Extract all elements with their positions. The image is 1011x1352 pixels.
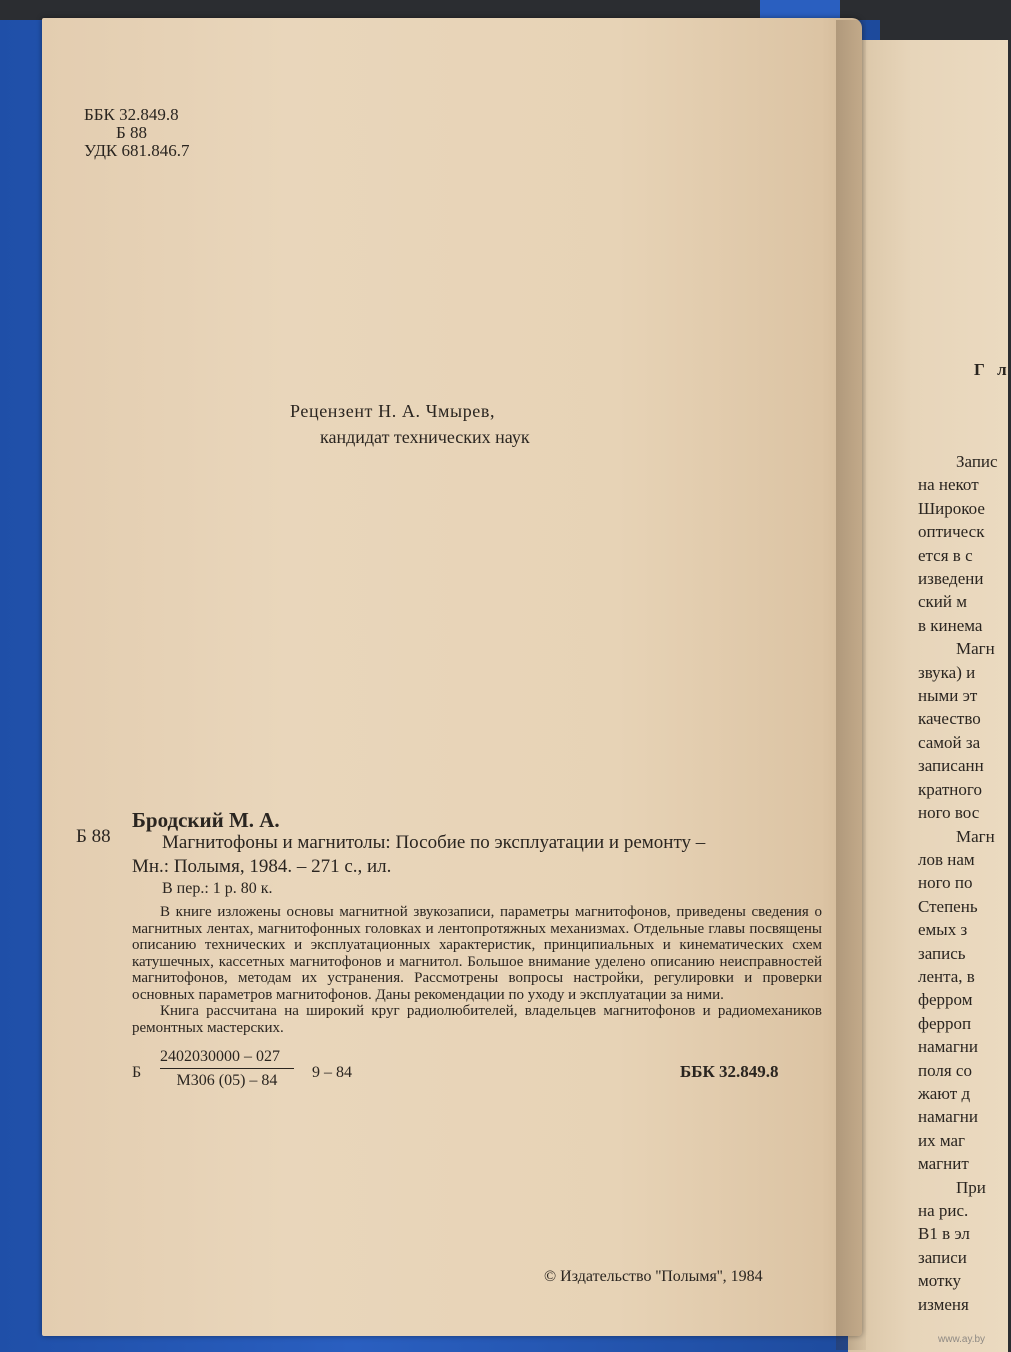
copyright-line: © Издательство ''Полымя'', 1984 (544, 1268, 763, 1285)
right-page-line: Широкое (918, 498, 985, 518)
right-page-line: поля со (918, 1060, 972, 1080)
right-page-line: емых з (918, 920, 968, 940)
annotation-paragraph-2: Книга рассчитана на широкий круг радиолюбителей, владельцев магнитофонов и радиомехаников ремонтных мастерских. (132, 1003, 822, 1036)
right-page-line: их маг (918, 1130, 966, 1150)
catalog-author-mark: Б 88 (76, 826, 111, 847)
right-page-line: самой за (918, 732, 981, 752)
right-page-line: запись (918, 943, 966, 963)
right-page-line: лента, в (918, 966, 975, 986)
right-page-line: В1 в эл (918, 1224, 970, 1244)
right-page-line: намагни (918, 1037, 978, 1057)
right-page-line: намагни (918, 1107, 978, 1127)
catalog-title: Магнитофоны и магнитолы: Пособие по эксплуатации и ремонту – (162, 832, 706, 853)
reviewer-name: Рецензент Н. А. Чмырев, (290, 401, 496, 421)
right-page-line: на некот (918, 475, 979, 495)
catalog-price: В пер.: 1 р. 80 к. (162, 880, 273, 897)
right-page-line: При (956, 1177, 986, 1197)
bbk-code: ББК 32.849.8 (84, 105, 179, 124)
udk-code: УДК 681.846.7 (84, 141, 190, 160)
right-page-line: в кинема (918, 615, 983, 635)
right-page-line: магнит (918, 1154, 969, 1174)
annotation-paragraph-1: В книге изложены основы магнитной звукозаписи, параметры магнитофонов, приведены сведения о магнитных лентах, магнитофонных головках и лентопротяжных механизмах. Отдельные главы посвящены описанию технических и эксплуатационных характеристик, принципиальных и кинематических схем катушечных, кассетных магнитофонов и магнитол. Большое внимание уделено описанию неисправностей магнитофонов, методам их устранения. Рассмотрены вопросы настройки, регулировки и проверки основных параметров магнитофонов. Даны рекомендации по уходу и эксплуатации за ними. (132, 904, 822, 1003)
catalog-code-fraction (160, 1048, 294, 1090)
right-page-line: оптическ (918, 522, 985, 542)
left-page (42, 18, 862, 1336)
reviewer (290, 398, 530, 450)
right-page-heading: Г л (974, 360, 1011, 379)
author-mark: Б 88 (116, 123, 148, 142)
catalog-bbk: ББК 32.849.8 (680, 1062, 779, 1081)
right-page-line: ного вос (918, 803, 980, 823)
fraction-denominator: М306 (05) – 84 (176, 1072, 278, 1089)
fraction-suffix: 9 – 84 (312, 1064, 352, 1081)
right-page-line: ский м (918, 592, 968, 612)
right-page-line: качество (918, 709, 981, 729)
right-page-line: мотку (918, 1271, 961, 1291)
classification-codes (84, 106, 190, 160)
right-page-line: ется в с (918, 545, 973, 565)
catalog-code-letter: Б (132, 1064, 142, 1081)
right-page-line: Магн (956, 639, 995, 659)
reviewer-title: кандидат технических наук (320, 427, 530, 447)
gutter-shadow (836, 20, 866, 1350)
watermark: www.ay.by (938, 1334, 986, 1345)
right-page-line: Степень (918, 896, 978, 916)
catalog-publication: Мн.: Полымя, 1984. – 271 с., ил. (132, 856, 392, 877)
right-page-line: записи (918, 1247, 967, 1267)
right-page-line: ного по (918, 873, 973, 893)
right-page-line: на рис. (918, 1201, 969, 1220)
right-page-line: Магн (956, 826, 995, 846)
right-page-line: ферром (918, 990, 973, 1010)
right-page-line: изведени (918, 569, 984, 589)
right-page-line: изменя (918, 1294, 969, 1314)
fraction-numerator: 2402030000 – 027 (160, 1048, 294, 1069)
right-page-line: ферроп (918, 1013, 972, 1033)
right-page-line: жают д (918, 1083, 971, 1103)
right-page-line: Запис (956, 452, 998, 471)
right-page-line: звука) и (918, 662, 976, 682)
right-page-text (918, 450, 1008, 1314)
right-page-line: лов нам (918, 849, 975, 869)
catalog-author: Бродский М. А. (132, 808, 280, 832)
catalog-annotation (132, 904, 822, 1036)
right-page-line: ными эт (918, 686, 978, 706)
right-page-line: записанн (918, 756, 984, 776)
right-page-line: кратного (918, 779, 982, 799)
